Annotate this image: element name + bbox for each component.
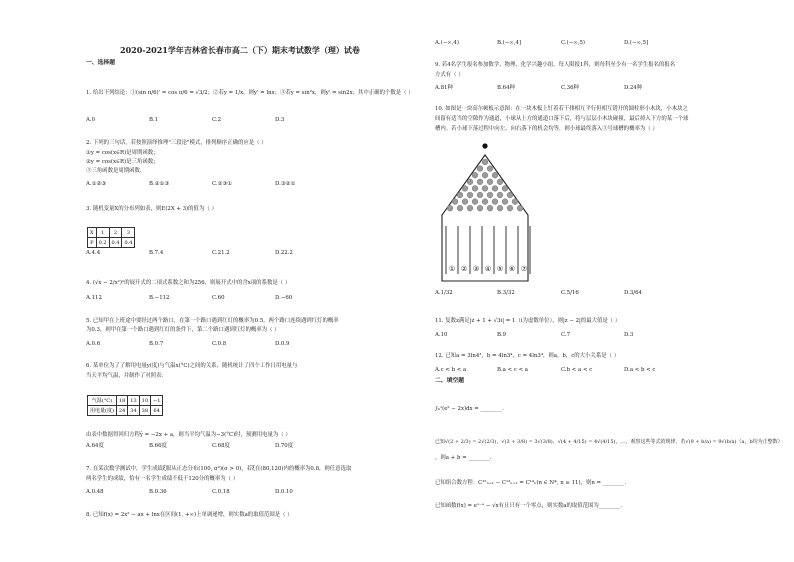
peg xyxy=(477,179,483,185)
question-8: 8. 已知f(x) = 2x² − ax + lnx在区间(1, +∞)上单调递增，则实数a的取值范围是（ ） xyxy=(86,512,293,518)
q5-choice-c: C.0.8 xyxy=(212,341,227,347)
peg xyxy=(487,179,493,185)
q3-distribution-table xyxy=(87,227,135,248)
question-7: 7. 在某次数学测试中，学生成绩ξ服从正态分布(100, σ²)(σ > 0)，若ξ在(80,120)内的概率为0.8，则任意选取 xyxy=(86,466,352,472)
q6-cell: 10 xyxy=(139,396,150,406)
peg xyxy=(502,199,508,205)
peg xyxy=(497,205,503,211)
q2-choice-b: B.②①③ xyxy=(149,181,170,187)
fill-question-15: 已知组合数方程：C¹⁵ₙ₊₁ − C¹³ₙ₊₁ = C¹⁴ₙ(n ∈ N*, n ≥ 11)，则n = ________. xyxy=(435,480,627,486)
q10-choice-b: B.3/32 xyxy=(497,290,515,296)
q6-cell: 64 xyxy=(151,406,163,416)
question-5-cont: 为0.3，则甲在第一个路口遇到红灯的条件下，第二个路口遇到红灯的概率为（ ） xyxy=(86,327,280,333)
peg xyxy=(477,192,483,198)
slot-label: ② xyxy=(460,265,468,273)
q3-cell: 0.4 xyxy=(109,238,122,248)
q3-cell: 0.4 xyxy=(122,238,135,248)
question-9-cont: 方式有（ ） xyxy=(435,72,464,78)
question-7-cont: 两名学生的成绩，恰有一名学生成绩不低于120分的概率为（ ） xyxy=(86,476,239,482)
question-9: 9. 若4名学生报名参加数学、物理、化学兴趣小组，每人限报1科，则每科至少有一名学生报名的报名 xyxy=(435,62,676,68)
question-1: 1. 给出下列结论：①(sin π/6)' = cos π/6 = √3/2；②若y = 1/x，则y' = lnx；③若y = sin²x，则y' = sin2x；其中正确的个数是（ ） xyxy=(86,90,414,96)
q7-choice-b: B.0.36 xyxy=(149,489,167,495)
question-6: 6. 某单位为了了解用电量y(度)与气温x(°C)之间的关系，随机统计了四个工作日用电量与 xyxy=(86,363,298,369)
peg xyxy=(487,192,493,198)
q10-choice-d: D.3/64 xyxy=(624,290,642,296)
q5-choice-a: A.0.6 xyxy=(86,341,101,347)
galton-board-diagram xyxy=(435,142,535,284)
q12-choice-a: A.c < b < a xyxy=(435,367,467,373)
q11-choice-d: D.3 xyxy=(624,332,634,338)
page-title: 2020-2021学年吉林省长春市高二（下）期末考试数学（理）试卷 xyxy=(120,45,360,55)
peg xyxy=(467,205,473,211)
q4-choice-c: C.60 xyxy=(212,295,225,301)
q2-choice-d: D.③②① xyxy=(275,181,296,187)
peg xyxy=(482,172,488,178)
q2-line-3: ③三角函数是周期函数. xyxy=(86,168,142,174)
peg xyxy=(487,166,493,172)
q1-choice-a: A.0 xyxy=(86,117,96,123)
q1-choice-b: B.1 xyxy=(149,117,159,123)
slot-label: ④ xyxy=(484,265,492,273)
peg xyxy=(467,192,473,198)
q2-choice-c: C.②③① xyxy=(212,181,233,187)
question-3: 3. 随机变量X的分布列如表，则E(2X + 3)的值为（ ） xyxy=(86,206,217,212)
q2-line-1: ①y = cos(x∈R)是周期函数； xyxy=(86,150,159,156)
question-10-cont-1: 间留有适当的空隙作为通道，小球从上方的通道口落下后，将与层层小木块碰撞，最后掉入下方的某一个球 xyxy=(435,116,689,122)
q3-choice-b: B.7.4 xyxy=(149,250,164,256)
peg xyxy=(482,159,488,165)
q9-choice-b: B.64种 xyxy=(497,85,515,91)
q11-choice-a: A.10 xyxy=(435,332,448,338)
q7-choice-c: C.0.18 xyxy=(212,489,230,495)
q2-choice-a: A.①②③ xyxy=(86,181,107,187)
peg xyxy=(447,205,453,211)
question-2: 2. 下列的三句话，若按照演绎推理"三段论"模式，排列顺序正确的应是（ ） xyxy=(86,140,267,146)
peg xyxy=(492,186,498,192)
q1-choice-c: C.2 xyxy=(212,117,222,123)
peg xyxy=(472,186,478,192)
peg xyxy=(472,199,478,205)
slot-label: ⑥ xyxy=(508,265,516,273)
q6-cell: 34 xyxy=(128,406,139,416)
q8-choice-d: D.(−∞,5] xyxy=(624,40,649,46)
q3-cell: 2 xyxy=(109,228,122,238)
q9-choice-a: A.81种 xyxy=(435,85,453,91)
peg xyxy=(507,205,513,211)
fill-question-13: ∫₀¹(e² − 2x)dx = ________. xyxy=(435,406,504,412)
q6-cell: 用电量(度) xyxy=(88,406,117,416)
q6-choice-b: B.66度 xyxy=(149,443,167,449)
peg xyxy=(517,205,523,211)
q6-choice-d: D.70度 xyxy=(275,443,294,449)
peg xyxy=(492,172,498,178)
q8-choice-b: B.(−∞,4] xyxy=(497,40,522,46)
q1-choice-d: D.3 xyxy=(275,117,285,123)
peg xyxy=(507,192,513,198)
section-fill-heading: 二、填空题 xyxy=(435,378,464,384)
q6-data-table xyxy=(87,395,163,416)
q3-cell: 3 xyxy=(122,228,135,238)
peg xyxy=(497,192,503,198)
q7-choice-d: D.0.10 xyxy=(275,489,293,495)
q10-choice-c: C.5/16 xyxy=(561,290,579,296)
q4-choice-d: D.−60 xyxy=(275,295,293,301)
q11-choice-c: C.7 xyxy=(561,332,571,338)
ball-drop-point xyxy=(482,143,487,148)
q4-choice-b: B.−112 xyxy=(149,295,170,301)
ball-slots xyxy=(446,226,530,274)
q6-choice-c: C.68度 xyxy=(212,443,230,449)
q6-choice-a: A.64度 xyxy=(86,443,104,449)
question-10: 10. 如图是一块高尔顿板示意图：在一块木板上钉着若干排相互平行但相互错开的圆柱形小木块，小木块之 xyxy=(435,106,688,112)
q6-cell: 38 xyxy=(139,406,150,416)
q9-choice-d: D.24种 xyxy=(624,85,643,91)
q12-choice-d: D.a < b < c xyxy=(624,367,656,373)
peg xyxy=(497,179,503,185)
q4-choice-a: A.112 xyxy=(86,295,102,301)
q6-cell: −1 xyxy=(151,396,163,406)
peg xyxy=(472,172,478,178)
peg xyxy=(477,166,483,172)
q12-choice-c: C.b < a < c xyxy=(561,367,593,373)
q5-choice-b: B.0.7 xyxy=(149,341,164,347)
fill-question-14: 已知√(2 + 2/3) = 2√(2/3)，√(3 + 3/8) = 3√(3/8)，√(4 + 4/15) = 4√(4/15)，…，观察这些等式的规律，若√(9 + b/a) = 9√(b/a)（a，b均为正整数） xyxy=(435,439,783,445)
peg xyxy=(482,186,488,192)
q3-cell: X xyxy=(88,228,97,238)
question-12: 12. 已知a = 3ln4³，b = 4ln3⁴，c = 4ln3⁴，则a，b，c的大小关系是（ ） xyxy=(435,353,620,359)
section-choice-heading: 一、选择题 xyxy=(86,60,115,66)
slot-label: ① xyxy=(448,265,456,273)
question-4: 4. (√x − 2/x²)ⁿ的展开式的二项式系数之和为256，则展开式中的含x项的系数是（ ） xyxy=(86,280,291,286)
q3-cell: 0.2 xyxy=(96,238,109,248)
q10-choice-a: A.1/32 xyxy=(435,290,453,296)
peg xyxy=(477,205,483,211)
peg xyxy=(457,192,463,198)
q2-line-2: ②y = cos(x∈R)是三角函数； xyxy=(86,159,159,165)
q6-cell: 13 xyxy=(128,396,139,406)
pegs xyxy=(447,159,523,211)
slot-label: ③ xyxy=(472,265,480,273)
peg xyxy=(502,186,508,192)
peg xyxy=(452,199,458,205)
fill-question-14-cont: ，则a + b = ________. xyxy=(435,455,492,461)
question-10-cont-2: 槽内。若小球下落过程中向左、向右落下的机会均等，则小球最终落入③号球槽的概率为（ ） xyxy=(435,126,658,132)
peg xyxy=(467,179,473,185)
q8-choice-c: C.(−∞,5) xyxy=(561,40,586,46)
q3-choice-d: D.22.2 xyxy=(275,250,293,256)
q11-choice-b: B.9 xyxy=(497,332,507,338)
question-11: 11. 复数z满足|z + 1 + √3i| = 1（i为虚数单位），则|z − 2|的最大值是（ ） xyxy=(435,318,621,324)
question-6-prompt: 由表中数据得回归方程ŷ = −2x + a，则当平均气温为−3(°C)时，预测用电量为（ ） xyxy=(86,432,291,438)
peg xyxy=(487,205,493,211)
slot-label: ⑦ xyxy=(520,265,528,273)
question-5: 5. 已知甲在上班途中要经过两个路口，在第一个路口遇到红灯的概率为0.5，两个路口连续遇到红灯的概率 xyxy=(86,318,339,324)
q3-cell: P xyxy=(88,238,97,248)
q5-choice-d: D.0.9 xyxy=(275,341,290,347)
q8-choice-a: A.(−∞,4) xyxy=(435,40,459,46)
fill-question-16: 已知函数f(x) = eˣ⁻ᵃ − √x有且只有一个零点，则实数a的取值范围为________. xyxy=(435,503,623,509)
peg xyxy=(457,205,463,211)
peg xyxy=(512,199,518,205)
q6-cell: 18 xyxy=(116,396,127,406)
peg xyxy=(482,199,488,205)
peg xyxy=(462,199,468,205)
q12-choice-b: B.a < c < a xyxy=(497,367,529,373)
q3-choice-c: C.21.2 xyxy=(212,250,230,256)
peg xyxy=(492,199,498,205)
slot-label: ⑤ xyxy=(496,265,504,273)
q6-cell: 气温(°C) xyxy=(88,396,117,406)
q9-choice-c: C.36种 xyxy=(561,85,579,91)
q7-choice-a: A.0.48 xyxy=(86,489,104,495)
question-6-cont: 当天平均气温，并制作了对照表： xyxy=(86,373,167,379)
q3-choice-a: A.4.4 xyxy=(86,250,101,256)
q3-cell: 1 xyxy=(96,228,109,238)
q6-cell: 24 xyxy=(116,406,127,416)
peg xyxy=(462,186,468,192)
